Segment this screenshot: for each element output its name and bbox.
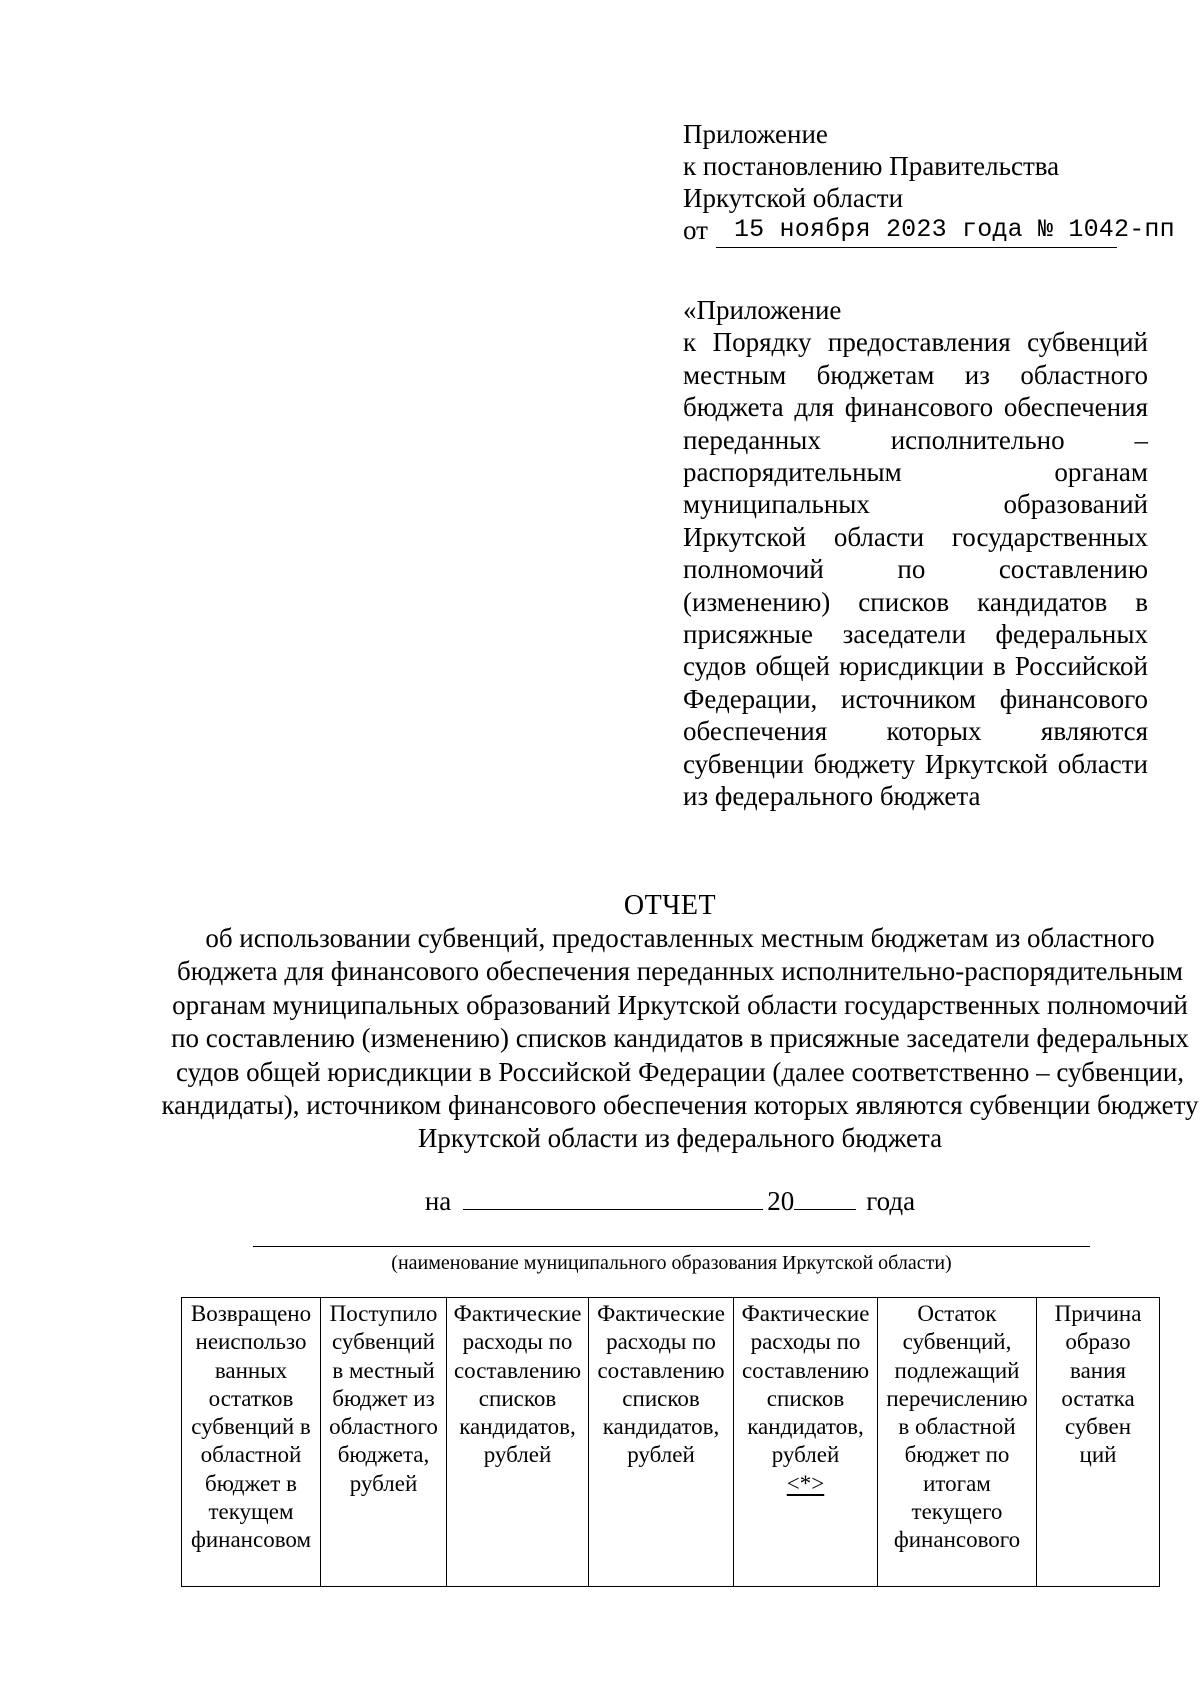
annex-title: «Приложение [683,295,842,325]
annex-body: к Порядку предоставления субвенций местным бюджетам из областного бюджета для финансового обеспечения переданных исполнительно – распорядительным органам муниципальных образований Иркутской области государственных полномочий по составлению (изменению) списков кандидатов в присяжные заседатели федеральных судов общей юрисдикции в Российской Федерации, источником финансового обеспечения которых являются субвенции бюджету Иркутской области из федерального бюджета [683,327,1148,812]
header-line: ванных [214,1357,288,1383]
header-line: расходы по [462,1329,573,1355]
footnote-link[interactable]: <*> [786,1470,825,1496]
header-line: в местный [332,1357,435,1383]
header-line: Поступило [329,1301,438,1326]
header-line: бюджет из [332,1385,435,1411]
header-line: перечислению [886,1385,1028,1411]
header-line: подлежащий [894,1357,1020,1383]
column-header-remainder [878,1298,1037,1587]
header-line: текущего [911,1499,1003,1525]
report-year-blank [794,1187,856,1210]
appendix-line: Приложение [683,119,828,149]
header-line: в областной [898,1414,1016,1440]
column-header-actual-expenses-3 [734,1298,878,1587]
report-date-prefix: на [424,1186,452,1216]
header-line: кандидатов, [602,1414,720,1440]
municipality-blank-line [253,1246,1090,1247]
appendix-line: к постановлению Правительства [683,151,1060,181]
header-line: ций [1079,1442,1117,1468]
column-header-reason [1037,1298,1160,1587]
header-line: кандидатов, [459,1414,576,1440]
header-line: субвенций в [191,1414,311,1440]
header-line: бюджет по [904,1442,1010,1468]
header-line: Возвращено [190,1301,312,1326]
header-line: расходы по [606,1329,716,1355]
report-year-prefix: 20 [767,1186,795,1216]
header-line: рублей [349,1470,418,1496]
header-line: образо [1065,1329,1131,1355]
header-line: неиспользо [195,1329,307,1355]
header-line: областной [200,1442,302,1468]
header-line: составлению [453,1357,582,1383]
appendix-line: Иркутской области [683,183,904,213]
footnote-ref-wrap [734,1470,877,1498]
header-line: списков [478,1385,557,1411]
header-line: субвен [1064,1414,1132,1440]
header-line: субвенций [332,1329,435,1355]
annex-block [683,294,1148,813]
header-line: Причина [1054,1301,1142,1326]
header-line: рублей [483,1442,552,1468]
header-line: финансового [893,1527,1021,1553]
header-line: финансовом [190,1527,312,1553]
report-table [181,1297,1160,1587]
header-line: списков [622,1385,700,1411]
header-line: остатков [208,1385,294,1411]
header-line: составлению [741,1357,870,1383]
column-header-received [321,1298,447,1587]
column-header-actual-expenses-2 [589,1298,734,1587]
header-line: субвенций, [902,1329,1012,1355]
report-date-blank [463,1187,763,1210]
header-line: Фактические [741,1301,870,1326]
header-line: кандидатов, [747,1414,864,1440]
header-line: расходы по [750,1329,861,1355]
header-line: Фактические [453,1301,582,1326]
header-line: остатка [1061,1385,1135,1411]
column-header-returned [182,1298,321,1587]
header-line: Остаток [917,1301,997,1326]
column-header-actual-expenses-1 [447,1298,589,1587]
header-line: бюджет в [205,1470,297,1496]
header-line: рублей [627,1442,695,1468]
header-line: составлению [597,1357,725,1383]
header-line: текущем [208,1499,294,1525]
report-title: ОТЧЕТ [623,890,717,921]
decree-date-prefix: от [683,215,708,245]
decree-date-value: 15 ноября 2023 года № 1042-пп [716,214,1175,246]
decree-date-row [683,214,1175,246]
header-line: Фактические [597,1301,725,1326]
header-line: бюджета, [337,1442,430,1468]
header-line: рублей [771,1442,840,1468]
header-line: областного [329,1414,438,1440]
header-line: итогам [923,1470,991,1496]
header-line: вания [1070,1357,1126,1383]
report-year-suffix: года [866,1186,916,1216]
appendix-header [683,118,1175,246]
report-date-line [0,1185,1200,1217]
header-line: списков [766,1385,845,1411]
report-subtitle: об использовании субвенций, предоставленных местным бюджетам из областного бюджета для финансового обеспечения переданных исполнительно-распорядительным органам муниципальных образований Иркутской области государственных полномочий по составлению (изменению) списков кандидатов в присяжные заседатели федеральных судов общей юрисдикции в Российской Федерации (далее соответственно – субвенции, кандидаты), источником финансового обеспечения которых являются субвенции бюджету Иркутской области из федерального бюджета [161,923,1199,1154]
table-header-row [182,1298,1160,1587]
municipality-caption: (наименование муниципального образования Иркутской области) [391,1252,952,1274]
